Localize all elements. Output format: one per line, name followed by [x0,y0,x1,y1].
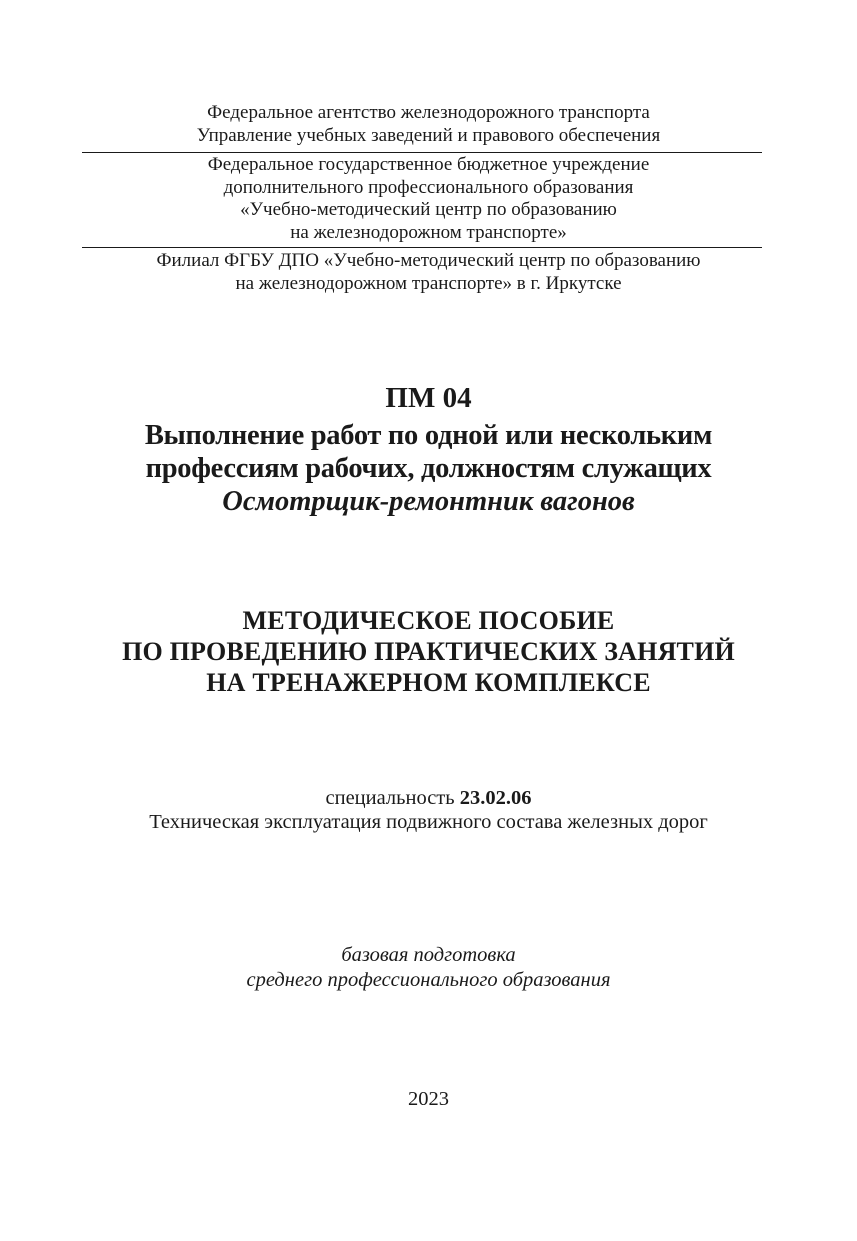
publication-year: 2023 [408,1088,449,1110]
specialty-label: специальность [325,787,460,809]
institution-line: «Учебно-методический центр по образованию [240,199,617,220]
module-block [0,381,857,518]
training-level-line: среднего профессионального образования [246,969,611,991]
module-title-line: Выполнение работ по одной или нескольким [144,420,713,451]
document-type-line: НА ТРЕНАЖЕРНОМ КОМПЛЕКСЕ [206,668,651,697]
header-divider-top [82,152,762,153]
module-title-line: профессиям рабочих, должностям служащих [145,453,712,484]
agency-block [0,102,857,147]
institution-line: на железнодорожном транспорте» [290,221,567,243]
module-code: ПМ 04 [385,382,472,414]
document-type-line: ПО ПРОВЕДЕНИЮ ПРАКТИЧЕСКИХ ЗАНЯТИЙ [122,637,735,666]
branch-line: на железнодорожном транспорте» в г. Иркутске [235,272,622,294]
training-level-line: базовая подготовка [341,944,516,966]
document-type-block [0,605,857,698]
branch-block [0,250,857,295]
document-type-line: МЕТОДИЧЕСКОЕ ПОСОБИЕ [242,606,615,635]
header-divider-bottom [82,247,762,248]
specialty-name: Техническая эксплуатация подвижного состава железных дорог [149,811,708,833]
specialty-code: 23.02.06 [459,787,532,809]
institution-line: дополнительного профессионального образования [223,176,634,198]
agency-department-line: Управление учебных заведений и правового обеспечения [196,124,661,146]
specialty-code-line [0,786,857,810]
training-level-block [0,943,857,993]
profession-title: Осмотрщик-ремонтник вагонов [222,486,635,517]
agency-line: Федеральное агентство железнодорожного транспорта [207,102,650,123]
specialty-block [0,786,857,834]
branch-line: Филиал ФГБУ ДПО «Учебно-методический центр по образованию [156,250,701,271]
institution-line: Федеральное государственное бюджетное учреждение [207,154,650,175]
institution-block [0,154,857,244]
